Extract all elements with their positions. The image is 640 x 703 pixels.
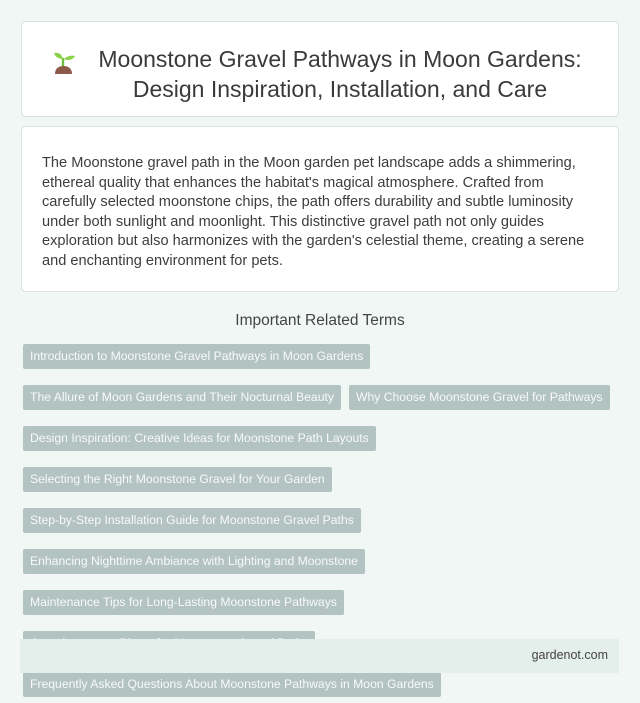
term-chip[interactable]: Why Choose Moonstone Gravel for Pathways	[349, 385, 610, 410]
term-chip[interactable]: Enhancing Nighttime Ambiance with Lighting and Moonstone	[23, 549, 365, 574]
page-title: Moonstone Gravel Pathways in Moon Gardens: Design Inspiration, Installation, and Care	[98, 46, 582, 102]
term-chip[interactable]: The Allure of Moon Gardens and Their Nocturnal Beauty	[23, 385, 341, 410]
site-name[interactable]: gardenot.com	[531, 648, 608, 662]
term-chip[interactable]: Maintenance Tips for Long-Lasting Moonstone Pathways	[23, 590, 344, 615]
summary-card	[21, 126, 619, 292]
title-card	[21, 21, 619, 117]
footer	[20, 639, 619, 673]
seedling-icon	[50, 48, 78, 76]
term-chip[interactable]: Step-by-Step Installation Guide for Moonstone Gravel Paths	[23, 508, 361, 533]
term-chip[interactable]: Design Inspiration: Creative Ideas for Moonstone Path Layouts	[23, 426, 376, 451]
term-chip[interactable]: Selecting the Right Moonstone Gravel for Your Garden	[23, 467, 332, 492]
summary-text: The Moonstone gravel path in the Moon garden pet landscape adds a shimmering, ethereal quality that enhances the habitat's magical atmosphere. Crafted from carefully selected moonstone chips, the path offers durability and subtle luminosity under both sunlight and moonlight. This distinctive gravel path not only guides exploration but also harmonizes with the garden's celestial theme, creating a serene and enchanting environment for pets.	[42, 155, 585, 269]
term-chip[interactable]: Frequently Asked Questions About Moonstone Pathways in Moon Gardens	[23, 672, 441, 697]
term-chip[interactable]: Introduction to Moonstone Gravel Pathways in Moon Gardens	[23, 344, 370, 369]
related-terms-heading: Important Related Terms	[235, 312, 405, 329]
